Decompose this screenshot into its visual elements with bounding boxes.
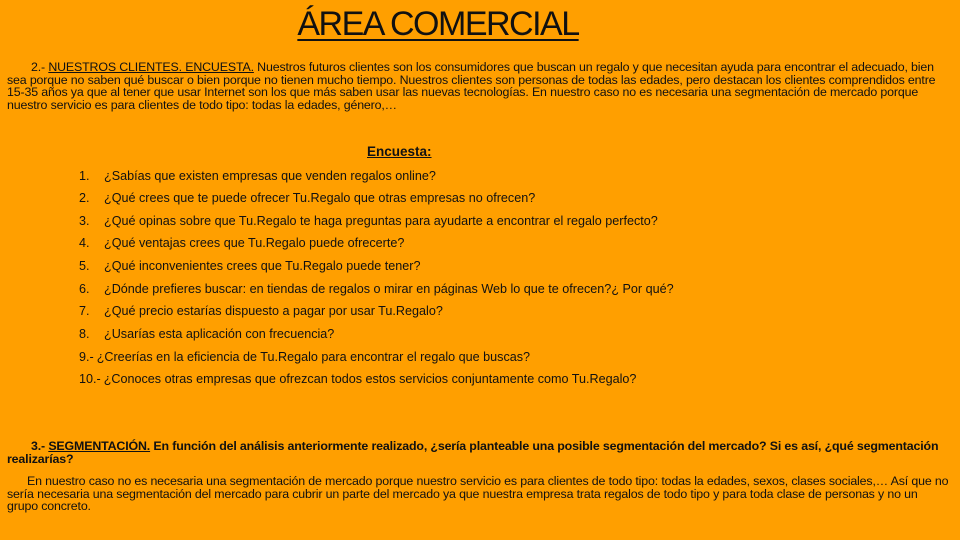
survey-question [79, 191, 535, 205]
question-text: ¿Qué crees que te puede ofrecer Tu.Regalo que otras empresas no ofrecen? [104, 191, 536, 205]
page-title: ÁREA COMERCIAL [297, 5, 579, 43]
question-number: 8. [79, 327, 90, 341]
question-number: 9.- [79, 350, 94, 364]
survey-question [79, 350, 530, 364]
survey-question [79, 327, 334, 341]
question-text: ¿Qué opinas sobre que Tu.Regalo te haga preguntas para ayudarte a encontrar el regalo perfecto? [104, 214, 658, 228]
question-text: ¿Creerías en la eficiencia de Tu.Regalo para encontrar el regalo que buscas? [96, 350, 531, 364]
question-number: 10.- [79, 372, 101, 386]
question-number: 2. [79, 191, 90, 205]
section-2-text: Nuestros futuros clientes son los consumidores que buscan un regalo y que necesitan ayuda para encontrar el adecuado, bien sea porque no saben qué buscar o bien porque no tienen mucho tiempo. Nuestros clientes son personas de todas las edades, pero destacan los clientes comprendidos entre 15-35 años ya que al tener que usar Internet son los que más saben usar las nuevas tecnologías. En nuestro caso no es necesaria una segmentación de mercado porque nuestro servicio es para clientes de todo tipo: todas la edades, género,… [7, 60, 936, 112]
section-3-answer: En nuestro caso no es necesaria una segmentación de mercado porque nuestro servicio es para clientes de todo tipo: todas la edades, sexos, clases sociales,… Así que no sería necesaria una segmentación del mercado para cubrir un parte del mercado ya que nuestra empresa trata regalos de todo tipo y para toda clase de personas y no un grupo concreto. [7, 474, 949, 514]
question-number: 1. [79, 169, 90, 183]
survey-question [79, 169, 436, 183]
survey-title: Encuesta: [367, 144, 432, 159]
survey-question [79, 236, 404, 250]
survey-question [79, 214, 658, 228]
section-3-question: En función del análisis anteriormente realizado, ¿sería planteable una posible segmentación del mercado? Si es así, ¿qué segmentación realizarías? [7, 439, 939, 466]
question-number: 6. [79, 282, 90, 296]
section-2-heading: NUESTROS CLIENTES. ENCUESTA. [48, 60, 254, 74]
question-text: ¿Dónde prefieres buscar: en tiendas de regalos o mirar en páginas Web lo que te ofrecen?¿ Por qué? [104, 282, 674, 296]
section-3-number: 3.- [31, 439, 49, 453]
question-number: 7. [79, 304, 90, 318]
section-2-paragraph [7, 61, 951, 111]
question-number: 4. [79, 236, 90, 250]
question-text: ¿Qué inconvenientes crees que Tu.Regalo puede tener? [104, 259, 421, 273]
question-text: ¿Conoces otras empresas que ofrezcan todos estos servicios conjuntamente como Tu.Regalo? [103, 372, 637, 386]
question-text: ¿Qué precio estarías dispuesto a pagar por usar Tu.Regalo? [104, 304, 443, 318]
question-number: 3. [79, 214, 90, 228]
survey-question [79, 259, 420, 273]
question-text: ¿Sabías que existen empresas que venden regalos online? [104, 169, 436, 183]
section-2-number: 2.- [31, 60, 49, 74]
survey-question [79, 282, 674, 296]
question-number: 5. [79, 259, 90, 273]
question-text: ¿Usarías esta aplicación con frecuencia? [104, 327, 335, 341]
section-3-paragraph [7, 440, 951, 465]
question-text: ¿Qué ventajas crees que Tu.Regalo puede ofrecerte? [104, 236, 405, 250]
survey-question [79, 304, 443, 318]
section-3-heading: SEGMENTACIÓN. [48, 439, 151, 453]
survey-question [79, 372, 636, 386]
